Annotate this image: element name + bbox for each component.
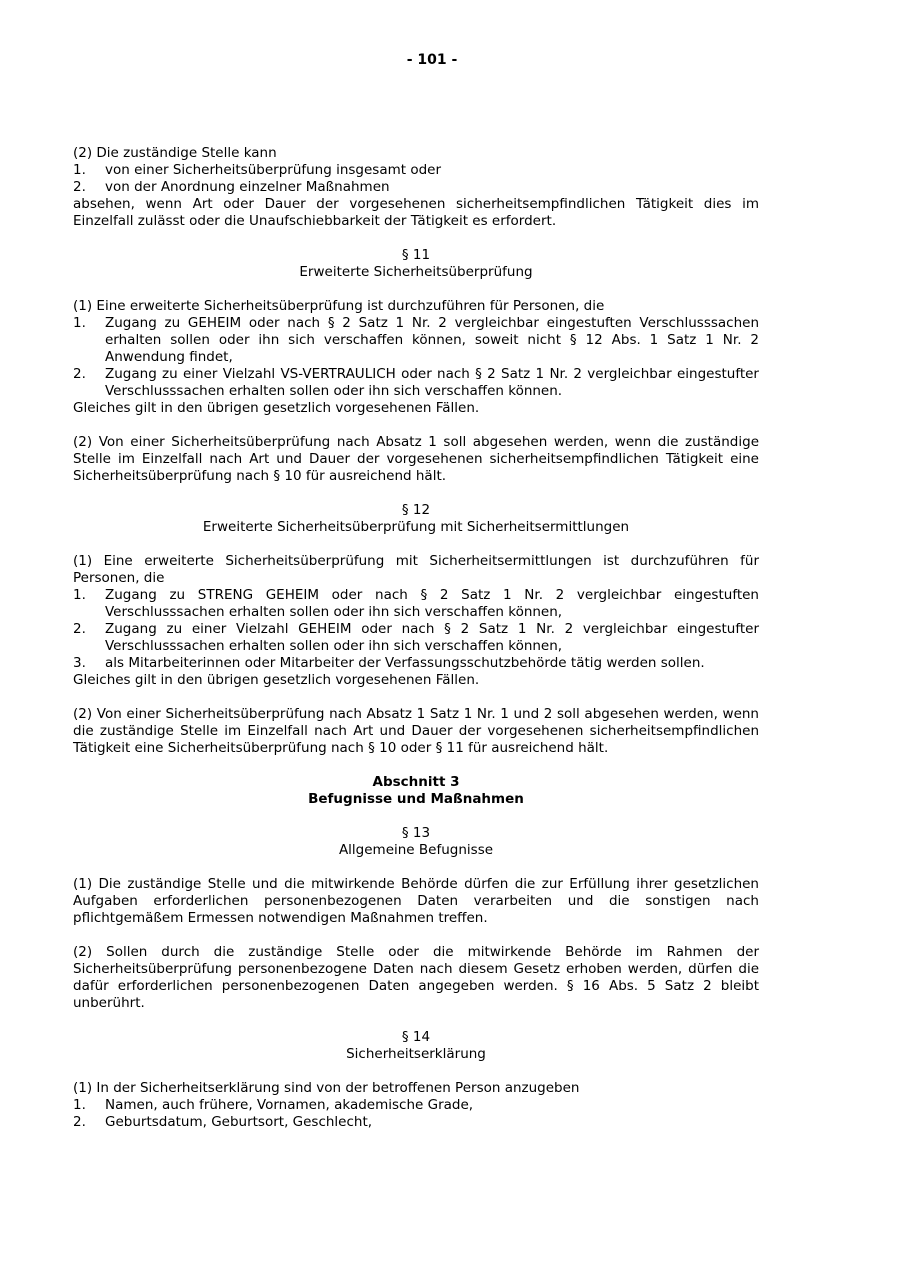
s12-abs1-list bbox=[73, 587, 759, 672]
list-item-text: von einer Sicherheitsüberprüfung insgesamt oder bbox=[105, 162, 442, 178]
section-number: § 12 bbox=[401, 502, 431, 518]
abschnitt-label: Abschnitt 3 bbox=[372, 774, 460, 790]
list-item-number: 1. bbox=[73, 315, 86, 331]
s14-heading bbox=[73, 1029, 759, 1063]
list-item-number: 2. bbox=[73, 621, 86, 637]
list-item-text: Zugang zu einer Vielzahl VS-VERTRAULICH oder nach § 2 Satz 1 Nr. 2 vergleichbar eingestufter Verschlusssachen erhalten sollen oder ihn sich verschaffen können. bbox=[105, 366, 759, 399]
list-item-text: Zugang zu GEHEIM oder nach § 2 Satz 1 Nr. 2 vergleichbar eingestuften Verschlusssachen erhalten sollen oder ihn sich verschaffen können, soweit nicht § 12 Abs. 1 Satz 1 Nr. 2 Anwendung findet, bbox=[105, 315, 759, 365]
s12-heading bbox=[73, 502, 759, 536]
document-page bbox=[73, 52, 759, 1131]
s11-abs1-intro: (1) Eine erweiterte Sicherheitsüberprüfung ist durchzuführen für Personen, die bbox=[73, 298, 605, 314]
s10-abs2-list bbox=[73, 162, 759, 196]
s12-abs1 bbox=[73, 553, 759, 689]
list-item bbox=[73, 162, 759, 179]
section-title: Erweiterte Sicherheitsüberprüfung bbox=[299, 264, 533, 280]
s12-abs2: (2) Von einer Sicherheitsüberprüfung nach Absatz 1 Satz 1 Nr. 1 und 2 soll abgesehen werden, wenn die zuständige Stelle im Einzelfall nach Art und Dauer der vorgesehenen sicherheitsempfindlichen Tätigkeit eine Sicherheitsüberprüfung nach § 10 oder § 11 für ausreichend hält. bbox=[73, 706, 759, 756]
list-item bbox=[73, 621, 759, 655]
list-item-text: als Mitarbeiterinnen oder Mitarbeiter der Verfassungsschutzbehörde tätig werden sollen. bbox=[105, 655, 705, 671]
s14-abs1-list bbox=[73, 1097, 759, 1131]
s10-abs2 bbox=[73, 145, 759, 230]
s12-abs1-outro: Gleiches gilt in den übrigen gesetzlich vorgesehenen Fällen. bbox=[73, 672, 480, 688]
section-title: Sicherheitserklärung bbox=[346, 1046, 486, 1062]
list-item-number: 1. bbox=[73, 587, 86, 603]
s13-heading bbox=[73, 825, 759, 859]
section-number: § 13 bbox=[401, 825, 431, 841]
list-item-text: Zugang zu STRENG GEHEIM oder nach § 2 Satz 1 Nr. 2 vergleichbar eingestuften Verschlusssachen erhalten sollen oder ihn sich verschaffen können, bbox=[105, 587, 759, 620]
list-item bbox=[73, 1114, 759, 1131]
list-item bbox=[73, 315, 759, 366]
s10-abs2-outro: absehen, wenn Art oder Dauer der vorgesehenen sicherheitsempfindlichen Tätigkeit dies im Einzelfall zulässt oder die Unaufschiebbarkeit der Tätigkeit es erfordert. bbox=[73, 196, 759, 229]
s11-abs1-outro: Gleiches gilt in den übrigen gesetzlich vorgesehenen Fällen. bbox=[73, 400, 480, 416]
s12-abs1-intro: (1) Eine erweiterte Sicherheitsüberprüfung mit Sicherheitsermittlungen ist durchzuführen für Personen, die bbox=[73, 553, 759, 586]
list-item bbox=[73, 587, 759, 621]
list-item bbox=[73, 1097, 759, 1114]
section-number: § 11 bbox=[401, 247, 431, 263]
list-item bbox=[73, 366, 759, 400]
s11-abs2: (2) Von einer Sicherheitsüberprüfung nach Absatz 1 soll abgesehen werden, wenn die zuständige Stelle im Einzelfall nach Art und Dauer der vorgesehenen sicherheitsempfindlichen Tätigkeit eine Sicherheitsüberprüfung nach § 10 für ausreichend hält. bbox=[73, 434, 759, 484]
list-item-text: Geburtsdatum, Geburtsort, Geschlecht, bbox=[105, 1114, 373, 1130]
abschnitt-heading bbox=[73, 774, 759, 808]
section-number: § 14 bbox=[401, 1029, 431, 1045]
s11-heading bbox=[73, 247, 759, 281]
list-item-number: 3. bbox=[73, 655, 86, 671]
list-item-number: 2. bbox=[73, 366, 86, 382]
s14-abs1 bbox=[73, 1080, 759, 1131]
list-item-text: Namen, auch frühere, Vornamen, akademische Grade, bbox=[105, 1097, 474, 1113]
s10-abs2-intro: (2) Die zuständige Stelle kann bbox=[73, 145, 277, 161]
list-item-number: 1. bbox=[73, 162, 86, 178]
abschnitt-title: Befugnisse und Maßnahmen bbox=[308, 791, 524, 807]
s13-abs1: (1) Die zuständige Stelle und die mitwirkende Behörde dürfen die zur Erfüllung ihrer gesetzlichen Aufgaben erforderlichen personenbezogenen Daten verarbeiten und die sonstigen nach pflichtgemäßem Ermessen notwendigen Maßnahmen treffen. bbox=[73, 876, 759, 926]
page-number: - 101 - bbox=[406, 52, 458, 68]
s11-abs1 bbox=[73, 298, 759, 417]
s13-abs2: (2) Sollen durch die zuständige Stelle oder die mitwirkende Behörde im Rahmen der Sicherheitsüberprüfung personenbezogene Daten nach diesem Gesetz erhoben werden, dürfen die dafür erforderlichen personenbezogenen Daten angegeben werden. § 16 Abs. 5 Satz 2 bleibt unberührt. bbox=[73, 944, 759, 1011]
list-item bbox=[73, 179, 759, 196]
section-title: Erweiterte Sicherheitsüberprüfung mit Sicherheitsermittlungen bbox=[202, 519, 630, 535]
s14-abs1-intro: (1) In der Sicherheitserklärung sind von der betroffenen Person anzugeben bbox=[73, 1080, 580, 1096]
s11-abs1-list bbox=[73, 315, 759, 400]
list-item-number: 1. bbox=[73, 1097, 86, 1113]
section-title: Allgemeine Befugnisse bbox=[338, 842, 494, 858]
list-item-number: 2. bbox=[73, 1114, 86, 1130]
list-item-text: Zugang zu einer Vielzahl GEHEIM oder nach § 2 Satz 1 Nr. 2 vergleichbar eingestufter Verschlusssachen erhalten sollen oder ihn sich verschaffen können, bbox=[105, 621, 759, 654]
list-item-number: 2. bbox=[73, 179, 86, 195]
list-item-text: von der Anordnung einzelner Maßnahmen bbox=[105, 179, 390, 195]
list-item bbox=[73, 655, 759, 672]
